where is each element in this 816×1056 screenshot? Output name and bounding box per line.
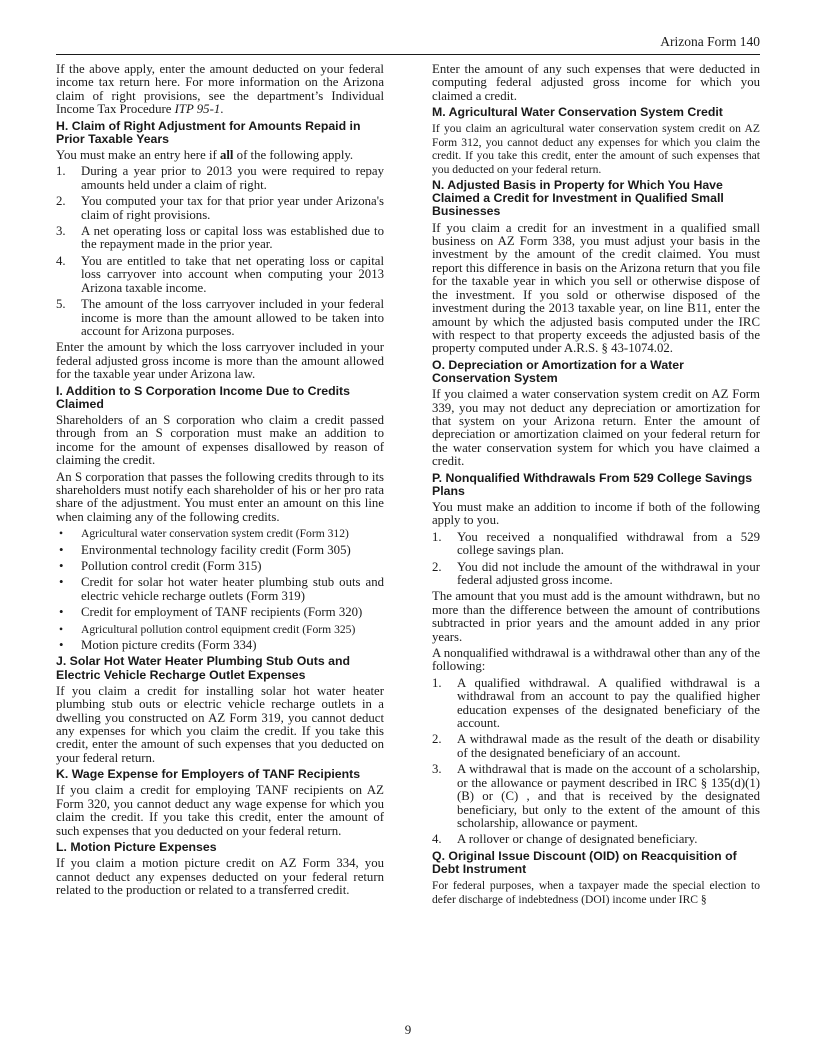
list-item: 3. A withdrawal that is made on the account of a scholarship, or the allowance or payment described in IRC § 135(d)(1)(B) or (C) , and that is received by the designated beneficiary, but only to the extent of the amount of this scholarship, allowance or payment. — [432, 762, 760, 830]
section-k-paragraph: If you claim a credit for employing TANF recipients on AZ Form 320, you cannot deduct any wage expense for which you claim the credit. If you take this credit, enter the amount of such expenses that you deducted on your federal return. — [56, 783, 384, 838]
form-name-header: Arizona Form 140 — [660, 34, 760, 49]
section-i-paragraph: Shareholders of an S corporation who claim a credit passed through from an S corporation must make an addition to income for the amount of expenses disallowed by reason of claiming the credit. — [56, 412, 384, 468]
list-item: 4. A rollover or change of designated beneficiary. — [432, 832, 698, 847]
section-p-heading: P. Nonqualified Withdrawals From 529 College Savings Plans — [432, 470, 753, 498]
section-q-paragraph: For federal purposes, when a taxpayer made the special election to defer discharge of indebtedness (DOI) income under IRC § — [432, 879, 760, 906]
bullet-item: • Pollution control credit (Form 315) — [59, 559, 262, 573]
left-column — [56, 63, 384, 901]
right-column — [432, 63, 760, 909]
section-j-heading: J. Solar Hot Water Heater Plumbing Stub Outs and Electric Vehicle Recharge Outlet Expenses — [56, 654, 351, 682]
section-h-list — [56, 165, 384, 338]
list-item: 5. The amount of the loss carryover included in your federal income is more than the amount allowed to be taken into account for Arizona purposes. — [56, 297, 384, 338]
bullet-item: • Motion picture credits (Form 334) — [59, 638, 257, 653]
section-p-paragraph-3: A nonqualified withdrawal is a withdrawal other than any of the following: — [432, 646, 760, 674]
list-item: 1. A qualified withdrawal. A qualified withdrawal is a withdrawal from an account to pay the qualified higher education expenses of the designated beneficiary of the account. — [432, 675, 760, 731]
section-j-paragraph: If you claim a credit for installing solar hot water heater plumbing stub outs or electric vehicle recharge outlets in a dwelling you constructed on AZ Form 319, you cannot deduct any expenses for which you claim the credit. If you take this credit, enter the amount of such expenses that you deducted on your federal return. — [56, 683, 384, 765]
bullet-item: • Agricultural water conservation system credit (Form 312) — [59, 527, 349, 541]
header-rule — [56, 54, 760, 55]
bullet-item: • Credit for employment of TANF recipients (Form 320) — [59, 605, 363, 620]
intro-paragraph: If the above apply, enter the amount deducted on your federal income tax return here. For more information on the Arizona claim of right provisions, see the department’s Individual Income Tax Procedure ITP 95-1. — [56, 62, 384, 117]
section-h-paragraph: You must make an entry here if all of the following apply. — [56, 148, 354, 163]
section-l-heading: L. Motion Picture Expenses — [56, 840, 217, 855]
list-item: 2. You computed your tax for that prior year under Arizona's claim of right provisions. — [56, 194, 384, 222]
section-i-heading: I. Addition to S Corporation Income Due to Credits Claimed — [56, 383, 350, 411]
section-i-bullets — [56, 527, 384, 652]
bullet-item: • Credit for solar hot water heater plumbing stub outs and electric vehicle recharge outlets (Form 319) — [59, 575, 384, 603]
list-item: 3. A net operating loss or capital loss was established due to the repayment made in the prior year. — [56, 224, 384, 252]
section-i-paragraph-2: An S corporation that passes the following credits through to its shareholders must notify each shareholder of his or her pro rata share of the adjustment. You must enter an amount on this line when claiming any of the following credits. — [56, 469, 384, 524]
section-p-list-2 — [432, 677, 760, 847]
section-l-paragraph: If you claim a motion picture credit on AZ Form 334, you cannot deduct any expenses deducted on your federal return related to the production or related to a transferred credit. — [56, 856, 384, 898]
list-item: 1. During a year prior to 2013 you were required to repay amounts held under a claim of right. — [56, 164, 384, 192]
list-item: 1. You received a nonqualified withdrawal from a 529 college savings plan. — [432, 529, 760, 558]
section-n-paragraph: If you claim a credit for an investment in a qualified small business on AZ Form 338, you must adjust your basis in the investment by the amount of the credit claimed. You must report this difference in basis on the Arizona return that you file for the taxable year in which you sell or otherwise dispose of the investment. If you sold or otherwise disposed of the investment during the 2013 taxable year, on line B11, enter the amount by which the adjusted basis computed under the IRC with respect to that property exceeds the adjusted basis of the property computed under A.R.S. § 43-1074.02. — [432, 220, 760, 356]
section-o-heading: O. Depreciation or Amortization for a Water Conservation System — [432, 357, 684, 385]
section-q-heading: Q. Original Issue Discount (OID) on Reacquisition of Debt Instrument — [432, 848, 737, 876]
page-number: 9 — [404, 1022, 412, 1037]
section-h-heading: H. Claim of Right Adjustment for Amounts Repaid in Prior Taxable Years — [56, 118, 361, 146]
section-m-heading: M. Agricultural Water Conservation System Credit — [432, 105, 723, 120]
section-p-paragraph-2: The amount that you must add is the amount withdrawn, but no more than the difference between the amount of contributions subtracted in prior years and the amount added in any prior years. — [432, 589, 760, 644]
section-n-heading: N. Adjusted Basis in Property for Which You Have Claimed a Credit for Investment in Qualified Small Businesses — [432, 178, 724, 219]
list-item: 4. You are entitled to take that net operating loss or capital loss carryover into account when computing your 2013 Arizona taxable income. — [56, 253, 384, 295]
bullet-item: • Agricultural pollution control equipment credit (Form 325) — [59, 622, 356, 636]
bullet-item: • Environmental technology facility credit (Form 305) — [59, 542, 351, 557]
list-item: 2. You did not include the amount of the withdrawal in your federal adjusted gross income. — [432, 559, 760, 587]
section-h-paragraph-2: Enter the amount by which the loss carryover included in your federal adjusted gross income is more than the amount allowed for the taxable year under Arizona law. — [56, 340, 384, 382]
section-o-paragraph: If you claimed a water conservation system credit on AZ Form 339, you may not deduct any depreciation or amortization for that system on your Arizona return. Enter the amount of depreciation or amortization claimed on your federal return for the water conservation system for which you have claimed a credit. — [432, 387, 760, 469]
section-p-paragraph: You must make an addition to income if both of the following apply to you. — [432, 499, 760, 528]
right-intro-paragraph: Enter the amount of any such expenses that were deducted in computing federal adjusted gross income for which you claimed a credit. — [432, 62, 760, 103]
section-k-heading: K. Wage Expense for Employers of TANF Recipients — [56, 767, 361, 782]
section-p-list-1 — [432, 531, 760, 588]
list-item: 2. A withdrawal made as the result of the death or disability of the designated beneficiary of an account. — [432, 732, 760, 760]
section-m-paragraph: If you claim an agricultural water conservation system credit on AZ Form 312, you cannot deduct any expenses for which you claim the credit. If you take this credit, enter the amount of such expenses that you deducted on your federal return. — [432, 122, 760, 176]
